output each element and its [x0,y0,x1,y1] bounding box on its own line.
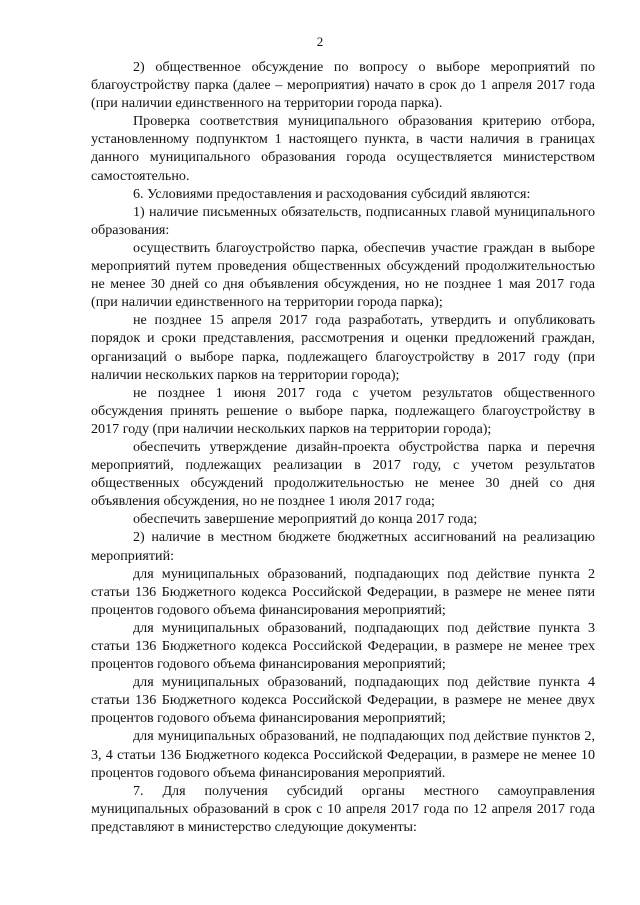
paragraph-article-136-p4: для муниципальных образований, подпадающих под действие пункта 4 статьи 136 Бюджетного кодекса Российской Федерации, в размере не менее двух процентов годового объема финансирования мероприятий; [91,674,595,727]
paragraph-article-136-p3: для муниципальных образований, подпадающих под действие пункта 3 статьи 136 Бюджетного кодекса Российской Федерации, в размере не менее трех процентов годового объема финансирования мероприятий; [91,619,595,673]
paragraph-criteria-check: Проверка соответствия муниципального образования критерию отбора, установленному подпунктом 1 настоящего пункта, в части наличия в границах данного муниципального образования города осуществляется министерством самостоятельно. [91,113,595,184]
paragraph-article-136-p2: для муниципальных образований, подпадающих под действие пункта 2 статьи 136 Бюджетного кодекса Российской Федерации, в размере не менее пяти процентов годового объема финансирования мероприятий; [91,565,595,618]
paragraph-1-obligations: 1) наличие письменных обязательств, подписанных главой муниципального образования: [91,203,595,238]
paragraph-2-budget: 2) наличие в местном бюджете бюджетных ассигнований на реализацию мероприятий: [91,529,595,564]
paragraph-design-project: обеспечить утверждение дизайн-проекта обустройства парка и перечня мероприятий, подлежащих реализации в 2017 году, с учетом результатов общественных обсуждений продолжительностью не менее 30 дней со дня объявления обсуждения, но не позднее 1 июля 2017 года; [91,438,595,510]
paragraph-ensure-improvement: осуществить благоустройство парка, обеспечив участие граждан в выборе мероприятий путем проведения общественных обсуждений продолжительностью не менее 30 дней со дня объявления обсуждения, но не позднее 1 мая 2017 года (при наличии единственного на территории города парка); [91,239,595,311]
paragraph-april-15-procedure: не позднее 15 апреля 2017 года разработать, утвердить и опубликовать порядок и сроки представления, рассмотрения и оценки предложений граждан, организаций о выборе парка, подлежащего благоустройству в 2017 году (при наличии нескольких парков на территории города); [91,312,595,383]
paragraph-june-1-decision: не позднее 1 июня 2017 года с учетом результатов общественного обсуждения принять решение о выборе парка, подлежащего благоустройству в 2017 году (при наличии нескольких парков на территории города); [91,384,595,437]
paragraph-2-public-discussion: 2) общественное обсуждение по вопросу о выборе мероприятий по благоустройству парка (далее – мероприятия) начато в срок до 1 апреля 2017 года (при наличии единственного на территории города парка). [91,59,595,112]
page-number: 2 [316,34,324,49]
paragraph-7-documents: 7. Для получения субсидий органы местного самоуправления муниципальных образований в срок с 10 апреля 2017 года по 12 апреля 2017 года представляют в министерство следующие документы: [91,782,595,835]
paragraph-6-conditions: 6. Условиями предоставления и расходования субсидий являются: [133,185,531,202]
document-body [91,58,595,836]
paragraph-other-municipalities: для муниципальных образований, не подпадающих под действие пунктов 2, 3, 4 статьи 136 Бюджетного кодекса Российской Федерации, в размере не менее 10 процентов годового объема финансирования мероприятий. [91,728,595,781]
paragraph-completion: обеспечить завершение мероприятий до конца 2017 года; [133,511,478,528]
